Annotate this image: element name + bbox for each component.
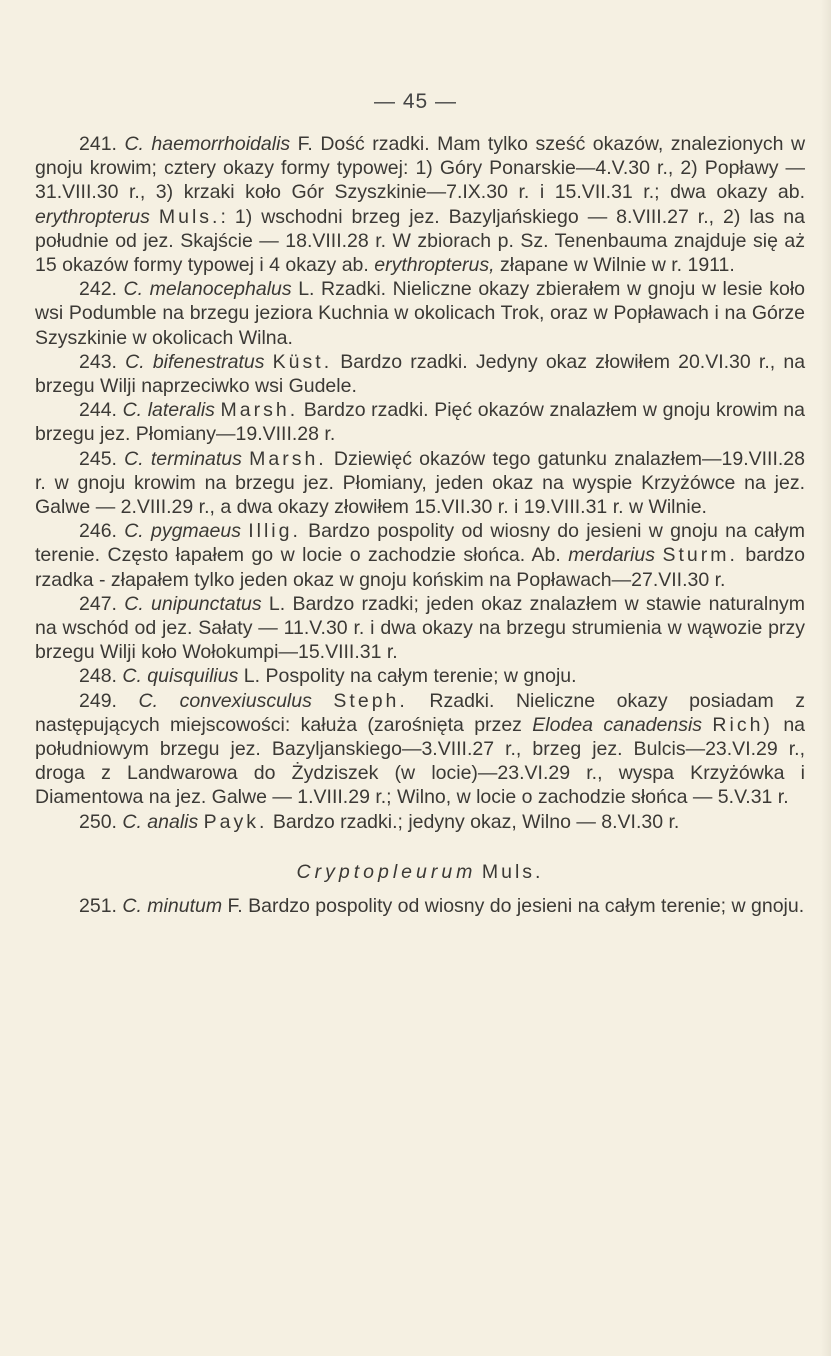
genus-abbrev: C.	[122, 399, 143, 422]
species-name: minutum	[147, 895, 223, 918]
species-author: Marsh.	[249, 447, 327, 470]
entry-text: Bardzo rzadki. Jedyny okaz złowiłem 20.VI.30 r., na brzegu Wilji naprzeciwko wsi Gudele.	[35, 350, 806, 398]
entry-245	[35, 447, 805, 520]
entry-number: 242.	[79, 278, 117, 301]
entry-242	[35, 277, 805, 350]
aberration-author: Sturm.	[662, 544, 738, 567]
entry-text: Dość rzadki. Mam tylko sześć okazów, znalezionych w gnoju krowim; cztery okazy formy typowej: 1) Góry Ponarskie—4.V.30 r., 2) Popławy — 31.VIII.30 r., 3) krzaki koło Gór Szyszkinie—7.IX.30 r. i 15.VII.31 r.; dwa okazy ab.	[35, 133, 806, 204]
species-name: pygmaeus	[150, 520, 241, 543]
entry-text: Dziewięć okazów tego gatunku znalazłem—19.VIII.28 r. w gnoju krowim na brzegu jez. Płomiany, jeden okaz na wyspie Krzyżówce na jez. Galwe — 2.VIII.29 r., a dwa okazy złowiłem 15.VII.30 r. i 19.VIII.31 r. w Wilnie.	[35, 447, 805, 519]
species-name: quisquilius	[147, 665, 239, 688]
entry-250	[35, 810, 805, 834]
page-edge-shadow	[821, 0, 831, 1356]
entry-text: : 1) wschodni brzeg jez. Bazyljańskiego — 8.VIII.27 r., 2) las na południe od jez. Skajście — 18.VIII.28 r. W zbiorach p. Sz. Tenenbauma znajduje się aż 15 okazów formy typowej i 4 okazy ab.	[35, 205, 805, 277]
genus-heading	[35, 860, 805, 884]
species-name: bifenestratus	[152, 350, 265, 373]
genus-abbrev: C.	[122, 810, 142, 833]
entry-text: Bardzo pospolity od wiosny do jesieni w gnoju na całym terenie. Często łapałem go w locie o zachodzie słońca. Ab.	[35, 520, 805, 567]
entry-text: Rzadki. Nieliczne okazy zbierałem w gnoju w lesie koło wsi Podumble na brzegu jeziora Kuchnia w okolicach Trok, oraz w Popławach i na Górze Szyszkinie w okolicach Wilna.	[35, 278, 805, 349]
entry-text: bardzo rzadka - złapałem tylko jeden okaz w gnoju końskim na Popławach—27.VII.30 r.	[35, 544, 806, 591]
entry-241	[35, 132, 805, 277]
entry-number: 250.	[79, 810, 117, 833]
genus-abbrev: C.	[124, 133, 144, 155]
species-name: convexiusculus	[179, 689, 312, 712]
genus-heading-author: Muls.	[481, 860, 544, 883]
entry-number: 243.	[79, 350, 117, 373]
genus-abbrev: C.	[122, 665, 142, 688]
genus-abbrev: C.	[138, 689, 159, 712]
species-name: terminatus	[150, 447, 242, 470]
entry-number: 246.	[79, 520, 117, 543]
entry-text: Bardzo rzadki. Pięć okazów znalazłem w gnoju krowim na brzegu jez. Płomiany—19.VIII.28 r.	[35, 399, 806, 446]
entry-251	[35, 894, 805, 918]
entry-number: 248.	[79, 665, 117, 688]
species-author: L.	[268, 592, 286, 615]
entry-number: 247.	[79, 592, 117, 615]
species-author: L.	[298, 278, 315, 301]
species-author: Marsh.	[220, 399, 299, 422]
entry-text: Rzadki. Nieliczne okazy posiadam z następujących miejscowości: kałuża (zarośnięta przez	[35, 689, 806, 736]
aberration-name: erythropterus,	[374, 254, 495, 277]
species-author: Payk.	[203, 810, 268, 833]
aberration-name: merdarius	[568, 544, 655, 567]
document-body	[35, 132, 805, 918]
genus-abbrev: C.	[123, 278, 144, 301]
species-name: haemorrhoidalis	[151, 133, 291, 155]
genus-abbrev: C.	[122, 895, 142, 918]
species-author: F.	[297, 133, 313, 155]
entry-number: 244.	[79, 399, 117, 422]
genus-abbrev: C.	[124, 520, 144, 543]
species-name: unipunctatus	[151, 592, 262, 615]
entry-248	[35, 664, 805, 688]
entry-244	[35, 398, 805, 446]
genus-abbrev: C.	[124, 592, 144, 615]
genus-abbrev: C.	[124, 447, 144, 470]
entry-246	[35, 519, 805, 592]
entry-243	[35, 350, 805, 398]
plant-name: Elodea canadensis	[532, 713, 703, 736]
entry-number: 241.	[79, 133, 117, 155]
entry-text: Bardzo pospolity od wiosny do jesieni na całym terenie; w gnoju.	[248, 895, 805, 918]
aberration-name: erythropterus	[35, 205, 150, 228]
entry-247	[35, 592, 805, 665]
genus-abbrev: C.	[125, 350, 145, 373]
plant-author: Rich)	[712, 713, 773, 736]
species-name: melanocephalus	[149, 278, 292, 301]
species-author: F.	[227, 895, 243, 918]
entry-number: 251.	[79, 895, 117, 918]
genus-heading-name: Cryptopleurum	[296, 860, 477, 883]
entry-text: Bardzo rzadki.; jedyny okaz, Wilno — 8.VI.30 r.	[272, 810, 680, 833]
species-name: lateralis	[147, 399, 215, 422]
species-author: Küst.	[272, 350, 333, 373]
species-author: Steph.	[333, 689, 408, 712]
species-author: L.	[243, 665, 261, 688]
entry-text: na południowym brzegu jez. Bazyljanskiego—3.VIII.27 r., brzeg jez. Bulcis—23.VI.29 r., droga z Landwarowa do Żydziszek (w locie)—23.VI.29 r., wyspa Krzyżówka i Diamentowa na jez. Galwe — 1.VIII.29 r.; Wilno, w locie o zachodzie słońca — 5.V.31 r.	[35, 713, 806, 809]
entry-249	[35, 689, 805, 810]
entry-text: złapane w Wilnie w r. 1911.	[499, 254, 735, 277]
species-author: Illig.	[248, 520, 301, 543]
entry-text: Pospolity na całym terenie; w gnoju.	[265, 665, 577, 688]
entry-text: Bardzo rzadki; jeden okaz znalazłem w stawie naturalnym na wschód od jez. Sałaty — 11.V.30 r. i dwa okazy na brzegu strumienia w wąwozie przy brzegu Wilji koło Wołokumpi—15.VIII.31 r.	[35, 592, 806, 664]
aberration-author: Muls.	[158, 205, 221, 228]
species-name: analis	[147, 810, 199, 833]
page-number: — 45 —	[373, 90, 458, 113]
entry-number: 245.	[79, 447, 117, 470]
entry-number: 249.	[79, 689, 117, 712]
